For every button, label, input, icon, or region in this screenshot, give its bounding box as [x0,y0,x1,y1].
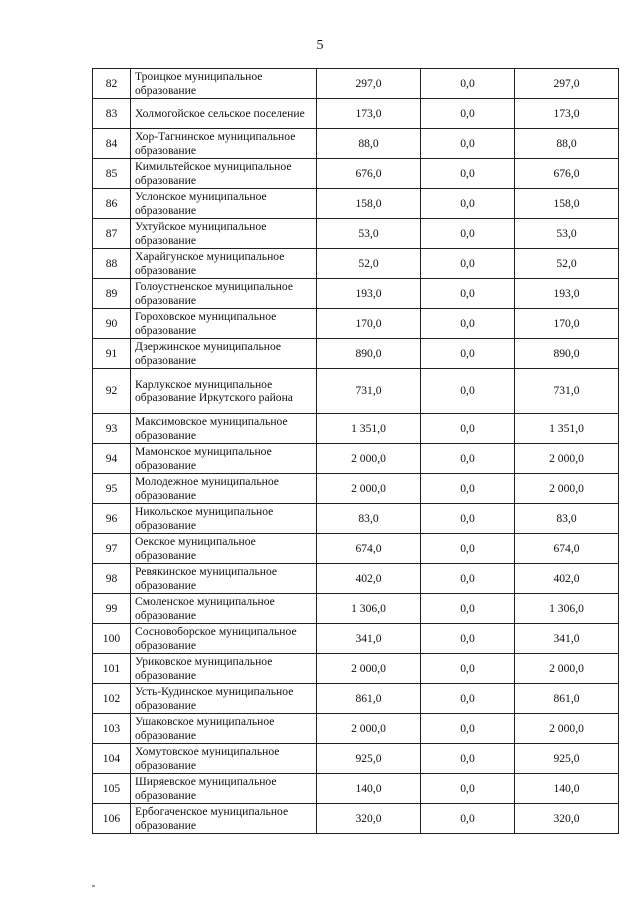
table-row [93,534,619,564]
amount-total-cell: 1 306,0 [317,594,421,624]
amount-total-cell: 320,0 [317,804,421,834]
table-row [93,279,619,309]
table-body [93,69,619,834]
amount-result-cell: 861,0 [515,684,619,714]
amount-total-cell: 88,0 [317,129,421,159]
table-row [93,129,619,159]
row-number-cell: 103 [93,714,131,744]
amount-total-cell: 140,0 [317,774,421,804]
amount-result-cell: 170,0 [515,309,619,339]
amount-total-cell: 861,0 [317,684,421,714]
amount-total-cell: 53,0 [317,219,421,249]
municipality-name-cell: Молодежное муниципальное образование [131,474,317,504]
amount-second-cell: 0,0 [421,654,515,684]
municipality-name-cell: Гороховское муниципальное образование [131,309,317,339]
amount-second-cell: 0,0 [421,504,515,534]
municipality-name-cell: Смоленское муниципальное образование [131,594,317,624]
row-number-cell: 102 [93,684,131,714]
amount-total-cell: 925,0 [317,744,421,774]
table-row [93,564,619,594]
row-number-cell: 98 [93,564,131,594]
amount-total-cell: 676,0 [317,159,421,189]
amount-second-cell: 0,0 [421,249,515,279]
row-number-cell: 100 [93,624,131,654]
amount-total-cell: 2 000,0 [317,654,421,684]
amount-result-cell: 731,0 [515,369,619,414]
scan-speck [92,885,95,887]
amount-total-cell: 297,0 [317,69,421,99]
municipality-name-cell: Ухтуйское муниципальное образование [131,219,317,249]
amount-result-cell: 674,0 [515,534,619,564]
amount-result-cell: 320,0 [515,804,619,834]
amount-result-cell: 140,0 [515,774,619,804]
amount-second-cell: 0,0 [421,714,515,744]
row-number-cell: 86 [93,189,131,219]
amount-total-cell: 193,0 [317,279,421,309]
amount-result-cell: 2 000,0 [515,474,619,504]
amount-result-cell: 83,0 [515,504,619,534]
amount-result-cell: 297,0 [515,69,619,99]
municipality-name-cell: Хор-Тагнинское муниципальное образование [131,129,317,159]
municipality-name-cell: Карлукское муниципальное образование Иркутского района [131,369,317,414]
row-number-cell: 92 [93,369,131,414]
amount-total-cell: 83,0 [317,504,421,534]
table-row [93,474,619,504]
table-row [93,654,619,684]
amount-second-cell: 0,0 [421,99,515,129]
amount-second-cell: 0,0 [421,129,515,159]
amount-second-cell: 0,0 [421,339,515,369]
amount-total-cell: 890,0 [317,339,421,369]
amount-result-cell: 88,0 [515,129,619,159]
amount-result-cell: 2 000,0 [515,654,619,684]
amount-second-cell: 0,0 [421,159,515,189]
amount-result-cell: 925,0 [515,744,619,774]
table-row [93,159,619,189]
table-row [93,804,619,834]
amount-total-cell: 158,0 [317,189,421,219]
amount-total-cell: 2 000,0 [317,444,421,474]
municipality-name-cell: Холмогойское сельское поселение [131,99,317,129]
amount-total-cell: 170,0 [317,309,421,339]
municipality-name-cell: Дзержинское муниципальное образование [131,339,317,369]
amount-second-cell: 0,0 [421,684,515,714]
amount-result-cell: 158,0 [515,189,619,219]
table-row [93,309,619,339]
municipality-name-cell: Уриковское муниципальное образование [131,654,317,684]
amount-second-cell: 0,0 [421,534,515,564]
amount-result-cell: 193,0 [515,279,619,309]
municipality-name-cell: Кимильтейское муниципальное образование [131,159,317,189]
row-number-cell: 85 [93,159,131,189]
municipality-name-cell: Ширяевское муниципальное образование [131,774,317,804]
row-number-cell: 94 [93,444,131,474]
municipality-name-cell: Ербогаченское муниципальное образование [131,804,317,834]
amount-result-cell: 402,0 [515,564,619,594]
table-row [93,414,619,444]
municipality-name-cell: Ушаковское муниципальное образование [131,714,317,744]
amount-second-cell: 0,0 [421,69,515,99]
amount-second-cell: 0,0 [421,279,515,309]
table-row [93,339,619,369]
amount-total-cell: 2 000,0 [317,714,421,744]
table-row [93,189,619,219]
amount-total-cell: 731,0 [317,369,421,414]
amount-second-cell: 0,0 [421,804,515,834]
municipality-name-cell: Оекское муниципальное образование [131,534,317,564]
row-number-cell: 88 [93,249,131,279]
amount-total-cell: 402,0 [317,564,421,594]
municipality-name-cell: Ревякинское муниципальное образование [131,564,317,594]
amount-result-cell: 2 000,0 [515,714,619,744]
amount-second-cell: 0,0 [421,444,515,474]
amount-total-cell: 2 000,0 [317,474,421,504]
table-row [93,69,619,99]
amount-second-cell: 0,0 [421,774,515,804]
municipality-name-cell: Услонское муниципальное образование [131,189,317,219]
amount-total-cell: 173,0 [317,99,421,129]
amount-second-cell: 0,0 [421,624,515,654]
municipality-name-cell: Мамонское муниципальное образование [131,444,317,474]
amount-total-cell: 674,0 [317,534,421,564]
table-row [93,624,619,654]
row-number-cell: 101 [93,654,131,684]
amount-result-cell: 1 306,0 [515,594,619,624]
table-row [93,684,619,714]
amount-second-cell: 0,0 [421,414,515,444]
municipality-name-cell: Усть-Кудинское муниципальное образование [131,684,317,714]
row-number-cell: 82 [93,69,131,99]
amount-second-cell: 0,0 [421,594,515,624]
row-number-cell: 99 [93,594,131,624]
row-number-cell: 91 [93,339,131,369]
amount-total-cell: 52,0 [317,249,421,279]
row-number-cell: 87 [93,219,131,249]
row-number-cell: 105 [93,774,131,804]
row-number-cell: 90 [93,309,131,339]
table-row [93,714,619,744]
table-row [93,99,619,129]
amount-result-cell: 173,0 [515,99,619,129]
row-number-cell: 84 [93,129,131,159]
row-number-cell: 83 [93,99,131,129]
row-number-cell: 106 [93,804,131,834]
amount-result-cell: 53,0 [515,219,619,249]
amount-second-cell: 0,0 [421,219,515,249]
table-row [93,504,619,534]
table-row [93,744,619,774]
allocation-table [92,68,619,834]
amount-total-cell: 1 351,0 [317,414,421,444]
municipality-name-cell: Сосновоборское муниципальное образование [131,624,317,654]
amount-result-cell: 2 000,0 [515,444,619,474]
amount-result-cell: 341,0 [515,624,619,654]
table-row [93,444,619,474]
amount-second-cell: 0,0 [421,189,515,219]
amount-second-cell: 0,0 [421,369,515,414]
page-number: 5 [316,38,324,53]
amount-second-cell: 0,0 [421,474,515,504]
amount-result-cell: 890,0 [515,339,619,369]
row-number-cell: 89 [93,279,131,309]
table-row [93,219,619,249]
municipality-name-cell: Харайгунское муниципальное образование [131,249,317,279]
amount-total-cell: 341,0 [317,624,421,654]
amount-result-cell: 52,0 [515,249,619,279]
amount-result-cell: 676,0 [515,159,619,189]
row-number-cell: 97 [93,534,131,564]
row-number-cell: 104 [93,744,131,774]
amount-second-cell: 0,0 [421,744,515,774]
row-number-cell: 95 [93,474,131,504]
amount-result-cell: 1 351,0 [515,414,619,444]
table-row [93,594,619,624]
municipality-name-cell: Хомутовское муниципальное образование [131,744,317,774]
municipality-name-cell: Голоустненское муниципальное образование [131,279,317,309]
row-number-cell: 96 [93,504,131,534]
amount-second-cell: 0,0 [421,564,515,594]
table-row [93,369,619,414]
table-row [93,249,619,279]
table-row [93,774,619,804]
municipality-name-cell: Максимовское муниципальное образование [131,414,317,444]
municipality-name-cell: Никольское муниципальное образование [131,504,317,534]
row-number-cell: 93 [93,414,131,444]
amount-second-cell: 0,0 [421,309,515,339]
municipality-name-cell: Троицкое муниципальное образование [131,69,317,99]
